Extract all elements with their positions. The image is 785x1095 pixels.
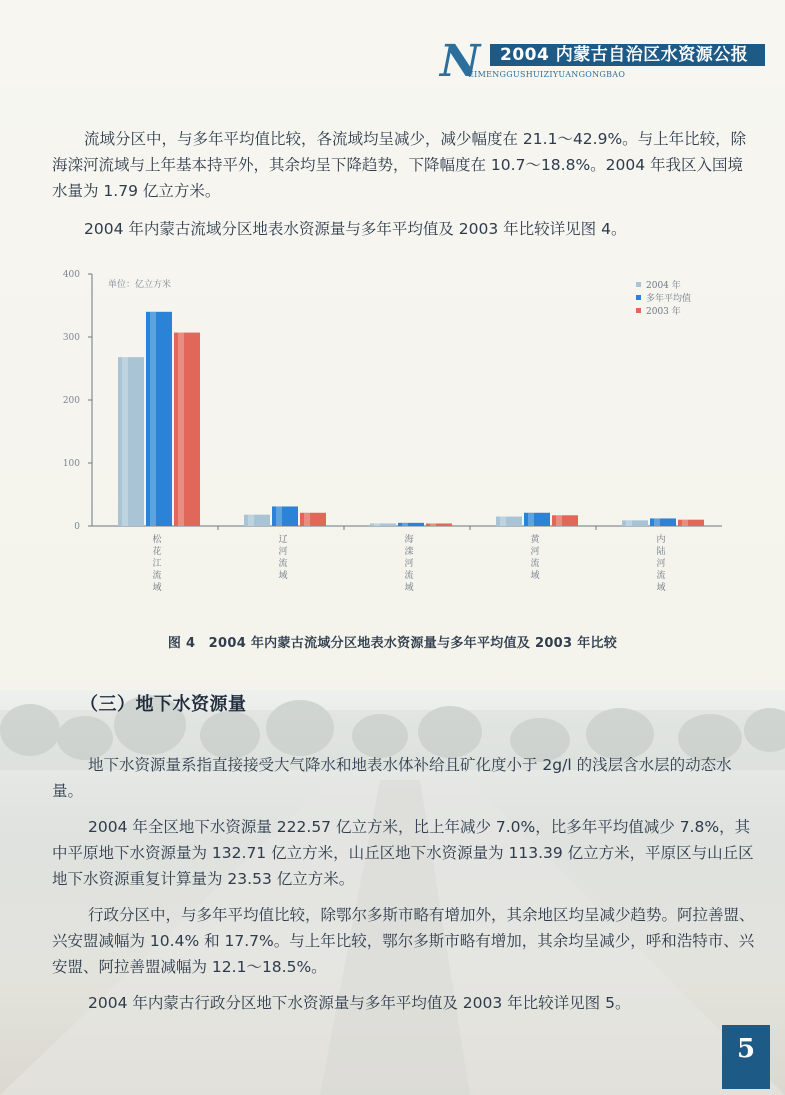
bar-highlight — [654, 518, 660, 526]
y-tick-label: 400 — [62, 270, 80, 280]
landscape-photo-background — [0, 690, 785, 1095]
paragraph-groundwater-total: 2004 年全区地下水资源量 222.57 亿立方米，比上年减少 7.0%，比多年平均值减少 7.8%，其中平原地下水资源量为 132.71 亿立方米，山丘区地下水资源量为 113.39 亿立方米，平原区与山丘区地下水资源重复计算量为 23.53 亿立方米。 — [52, 818, 754, 888]
x-category-label: 海滦河流域 — [404, 535, 414, 593]
legend-swatch-2 — [636, 308, 641, 313]
bar-4-2 — [678, 520, 704, 526]
bar-2-1 — [398, 523, 424, 526]
header-title: 2004 内蒙古自治区水资源公报 — [500, 45, 749, 65]
bar-highlight — [150, 312, 156, 526]
bar-2-2 — [426, 523, 452, 526]
legend-label-2: 2003 年 — [646, 307, 681, 317]
x-category-label: 内陆河流域 — [656, 535, 666, 593]
bar-4-1 — [650, 518, 676, 526]
y-tick-label: 200 — [62, 396, 80, 406]
paragraph-groundwater-definition: 地下水资源量系指直接接受大气降水和地表水体补给且矿化度小于 2g/l 的浅层含水层的动态水量。 — [52, 756, 732, 800]
bar-highlight — [528, 513, 534, 526]
tree-silhouettes — [0, 690, 785, 1095]
bar-3-0 — [496, 517, 522, 526]
bar-3-2 — [552, 515, 578, 526]
x-category-label: 黄河流域 — [530, 535, 540, 581]
bar-highlight — [430, 523, 436, 526]
surface-water-chart — [0, 262, 785, 602]
x-category-label: 辽河流域 — [278, 535, 288, 581]
bar-1-0 — [244, 515, 270, 526]
bar-highlight — [402, 523, 408, 526]
paragraph-basin-comparison: 流域分区中，与多年平均值比较，各流域均呈减少，减少幅度在 21.1～42.9%。与上年比较，除海滦河流域与上年基本持平外，其余均呈下降趋势，下降幅度在 10.7～18.8%。2004 年我区入国境水量为 1.79 亿立方米。 — [52, 130, 747, 200]
paragraph-admin-comparison: 行政分区中，与多年平均值比较，除鄂尔多斯市略有增加外，其余地区均呈减少趋势。阿拉善盟、兴安盟减幅为 10.4% 和 17.7%。与上年比较，鄂尔多斯市略有增加，其余均呈减少，呼和浩特市、兴安盟、阿拉善盟减幅为 12.1～18.5%。 — [52, 906, 755, 976]
page-number: 5 — [722, 1025, 770, 1089]
legend-label-0: 2004 年 — [646, 281, 681, 291]
bar-highlight — [626, 520, 632, 526]
legend-swatch-0 — [636, 282, 641, 287]
paragraph-figure4-ref: 2004 年内蒙古流域分区地表水资源量与多年平均值及 2003 年比较详见图 4。 — [84, 220, 627, 238]
bar-highlight — [556, 515, 562, 526]
chart-legend — [636, 279, 691, 317]
bar-highlight — [178, 333, 184, 526]
bar-3-1 — [524, 513, 550, 526]
bar-0-2 — [174, 333, 200, 526]
bar-highlight — [304, 513, 310, 526]
bar-4-0 — [622, 520, 648, 526]
chart-unit-label: 单位：亿立方米 — [108, 280, 172, 290]
y-tick-label: 100 — [62, 459, 80, 469]
chart-bars — [118, 312, 704, 526]
y-tick-label: 0 — [74, 522, 80, 532]
bar-0-1 — [146, 312, 172, 526]
bar-highlight — [248, 515, 254, 526]
figure-caption: 图 4 2004 年内蒙古流域分区地表水资源量与多年平均值及 2003 年比较 — [167, 636, 618, 651]
bar-1-2 — [300, 513, 326, 526]
bar-highlight — [682, 520, 688, 526]
bar-0-0 — [118, 357, 144, 526]
bar-highlight — [500, 517, 506, 526]
header-subtitle: EIMENGGUSHUIZIYUANGONGBAO — [468, 70, 626, 79]
bar-highlight — [122, 357, 128, 526]
legend-label-1: 多年平均值 — [646, 294, 692, 304]
header-logo-letter: N — [440, 36, 481, 87]
bar-1-1 — [272, 506, 298, 526]
bar-highlight — [276, 506, 282, 526]
x-category-label: 松花江流域 — [152, 535, 162, 593]
bar-2-0 — [370, 523, 396, 526]
y-tick-label: 300 — [62, 333, 80, 343]
section-heading: （三）地下水资源量 — [80, 694, 247, 715]
bar-highlight — [374, 523, 380, 526]
paragraph-figure5-ref: 2004 年内蒙古行政分区地下水资源量与多年平均值及 2003 年比较详见图 5。 — [88, 994, 631, 1012]
legend-swatch-1 — [636, 295, 641, 300]
